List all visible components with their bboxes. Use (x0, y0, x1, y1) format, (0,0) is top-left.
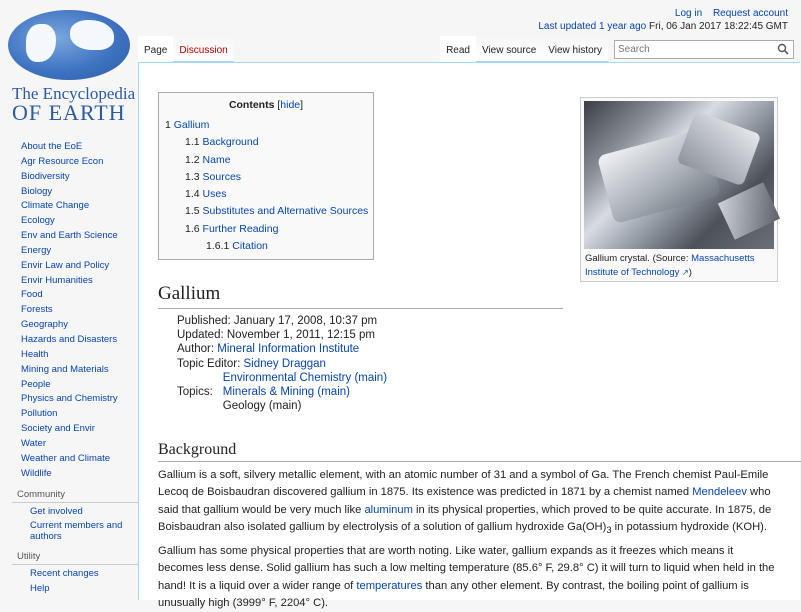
toc-entry-text: Uses (202, 188, 227, 201)
p2-text-b: than any other element. By contrast, the boiling point of gallium is unusually high (3999° F, 2204° C). (158, 579, 749, 609)
sidebar-item[interactable]: Biology (21, 185, 53, 197)
temperatures-link[interactable]: temperatures (356, 579, 423, 592)
page-title: Gallium (158, 283, 563, 309)
toc-hide-toggle: [hide] (277, 99, 304, 111)
p1-text-d: in potassium hydroxide (KOH). (611, 520, 767, 533)
sidebar (0, 140, 138, 597)
toc-hide-link[interactable]: hide (280, 99, 301, 111)
gallium-crystal-image[interactable] (584, 101, 774, 249)
sidebar-item[interactable]: Mining and Materials (21, 363, 109, 375)
utility-heading: Utility (17, 551, 41, 563)
tab-page[interactable] (138, 36, 173, 62)
search-box (614, 40, 794, 59)
toc-title (165, 99, 367, 111)
tab-view-source-label[interactable]: View source (481, 45, 537, 56)
toc-entry-text: Further Reading (202, 222, 279, 235)
toc-entry-text: Background (202, 136, 259, 149)
article-metadata (177, 314, 387, 413)
tab-discussion-label[interactable]: Discussion (179, 45, 228, 56)
caption-close: ) (688, 266, 692, 278)
sidebar-item[interactable]: Env and Earth Science (21, 230, 118, 242)
external-link-icon: ↗ (682, 267, 689, 277)
toc-entry-number: 1.2 (185, 153, 200, 166)
toc-entry[interactable] (165, 169, 367, 186)
toc-entry-number: 1.6 (185, 222, 200, 235)
toc-entry[interactable] (165, 203, 367, 220)
tab-read-label[interactable]: Read (446, 45, 470, 56)
toc-entry[interactable] (165, 152, 367, 169)
author-link[interactable]: Mineral Information Institute (217, 343, 360, 356)
site-logo[interactable] (6, 10, 136, 125)
sidebar-navigation (0, 140, 138, 481)
logo-line2: OF EARTH (12, 100, 126, 125)
last-updated-timestamp: Fri, 06 Jan 2017 18:22:45 GMT (649, 21, 788, 32)
table-of-contents (158, 92, 374, 260)
sidebar-item[interactable]: Food (21, 289, 43, 301)
topic-link[interactable]: Minerals & Mining (main) (222, 386, 350, 399)
sidebar-item[interactable]: Geography (21, 319, 69, 331)
p1-text-c: in its physical properties, which proved to be quite accurate. In 1875, de Boisbaudran also isolated gallium by electrolysis of a solution of gallium hydroxide Ga(OH) (158, 503, 772, 533)
sidebar-item[interactable]: Biodiversity (21, 170, 70, 182)
toc-entry[interactable] (165, 186, 367, 203)
topic-editor-label: Topic Editor: (177, 357, 244, 370)
toc-entry-text: Citation (232, 240, 268, 253)
toc-entry-number: 1.5 (185, 205, 200, 218)
sidebar-item[interactable]: Pollution (21, 408, 58, 420)
tab-view-history-label[interactable]: View history (548, 45, 602, 56)
background-paragraph-1 (158, 467, 778, 539)
search-input[interactable] (615, 41, 765, 58)
tab-page-label[interactable]: Page (144, 45, 168, 56)
toc-entry-text: Sources (202, 170, 242, 183)
globe-icon (8, 10, 130, 80)
view-tabs (440, 36, 796, 62)
toc-entry[interactable] (165, 117, 367, 134)
get-involved-link[interactable]: Get involved (30, 506, 83, 518)
p1-text-b: who said that gallium would be very much like (158, 486, 771, 516)
last-updated-link[interactable]: Last updated 1 year ago (538, 21, 647, 32)
namespace-tabs (138, 36, 234, 62)
author-label: Author: (177, 343, 218, 356)
sidebar-item[interactable]: Climate Change (21, 200, 90, 212)
topic-text: Geology (main) (222, 400, 302, 413)
toc-entry-number: 1.1 (185, 136, 200, 149)
toc-entry-number: 1.3 (185, 170, 200, 183)
sidebar-item[interactable]: Ecology (21, 215, 55, 227)
sidebar-item[interactable]: Forests (21, 304, 53, 316)
sidebar-item[interactable]: Hazards and Disasters (21, 333, 118, 345)
topic-link[interactable]: Environmental Chemistry (main) (222, 371, 388, 384)
mendeleev-link[interactable]: Mendeleev (692, 486, 747, 499)
sidebar-item[interactable]: Water (21, 437, 46, 449)
toc-entry-text: Name (202, 153, 231, 166)
sidebar-item[interactable]: Envir Humanities (21, 274, 93, 286)
updated-date: Updated: November 1, 2011, 12:15 pm (177, 329, 375, 342)
help-link[interactable]: Help (30, 583, 50, 595)
sidebar-item[interactable]: People (21, 378, 51, 390)
tab-view-source[interactable] (476, 36, 542, 62)
p1-subscript: 3 (606, 525, 612, 536)
sidebar-item[interactable]: Health (21, 348, 49, 360)
toc-entry[interactable] (165, 134, 367, 151)
author-row (177, 342, 387, 356)
caption-text: Gallium crystal. (Source: (585, 253, 692, 264)
topic-editor-row (177, 357, 387, 371)
sidebar-item[interactable]: About the EoE (21, 141, 83, 152)
toc-entry-text: Substitutes and Alternative Sources (202, 205, 369, 218)
sidebar-item[interactable]: Energy (21, 244, 52, 256)
logo-line1: The Encyclopedia (12, 84, 136, 103)
personal-tools (667, 8, 788, 19)
toc-entry-number: 1.6.1 (206, 240, 230, 253)
toc-entry-text: Gallium (173, 119, 210, 131)
login-link[interactable]: Log in (674, 8, 703, 19)
toc-title-text: Contents (228, 99, 275, 111)
content-area (138, 62, 800, 609)
aluminum-link[interactable]: aluminum (364, 503, 413, 516)
request-account-link[interactable]: Request account (712, 8, 788, 19)
p1-text-a: Gallium is a soft, silvery metallic element, with an atomic number of 31 and a symbol of Ga. The French chemist Paul-Emile Lecoq de Boisbaudran discovered gallium in 1875. Its existence was predicted in 1871 by a chemist named (158, 469, 769, 499)
toc-entry-number: 1 (165, 119, 171, 131)
toc-entry[interactable] (165, 221, 367, 238)
sidebar-item[interactable]: Society and Envir (21, 423, 95, 435)
image-thumbnail (580, 97, 778, 282)
topics-table (177, 371, 387, 414)
current-members-link[interactable]: Current members and authors (30, 520, 123, 543)
community-heading: Community (17, 489, 66, 501)
caption-source-link[interactable]: Massachusetts Institute of Technology (585, 253, 755, 278)
search-icon[interactable] (777, 43, 789, 55)
sidebar-item[interactable]: Envir Law and Policy (21, 259, 110, 271)
topic-editor-link[interactable]: Sidney Draggan (243, 357, 326, 370)
community-portal (12, 502, 138, 542)
sidebar-item[interactable]: Agr Resource Econ (21, 155, 104, 167)
recent-changes-link[interactable]: Recent changes (30, 568, 99, 580)
image-caption (584, 252, 774, 279)
toc-entry[interactable] (165, 238, 367, 255)
sidebar-item[interactable]: Physics and Chemistry (21, 393, 118, 405)
tab-view-history[interactable] (542, 36, 608, 62)
sidebar-item[interactable]: Weather and Climate (21, 452, 111, 464)
tab-discussion[interactable] (173, 36, 233, 62)
toc-entry-number: 1.4 (185, 188, 200, 201)
last-updated (538, 21, 788, 32)
background-paragraph-2 (158, 543, 778, 612)
published-date: Published: January 17, 2008, 10:37 pm (177, 315, 378, 327)
section-heading-background: Background (158, 441, 801, 462)
topics-label: Topics: (177, 385, 213, 398)
sidebar-item[interactable]: Wildlife (21, 467, 52, 479)
tab-read[interactable] (440, 36, 476, 62)
p2-text-a: Gallium has some physical properties that are worth noting. Like water, gallium expands as it freezes which means it becomes less dense. Solid gallium has such a low melting temperature (85.6° F, 29.8° C) it will turn to liquid when held in the hand! It is a liquid over a wider range of (158, 545, 775, 592)
utility-portal (12, 564, 138, 597)
